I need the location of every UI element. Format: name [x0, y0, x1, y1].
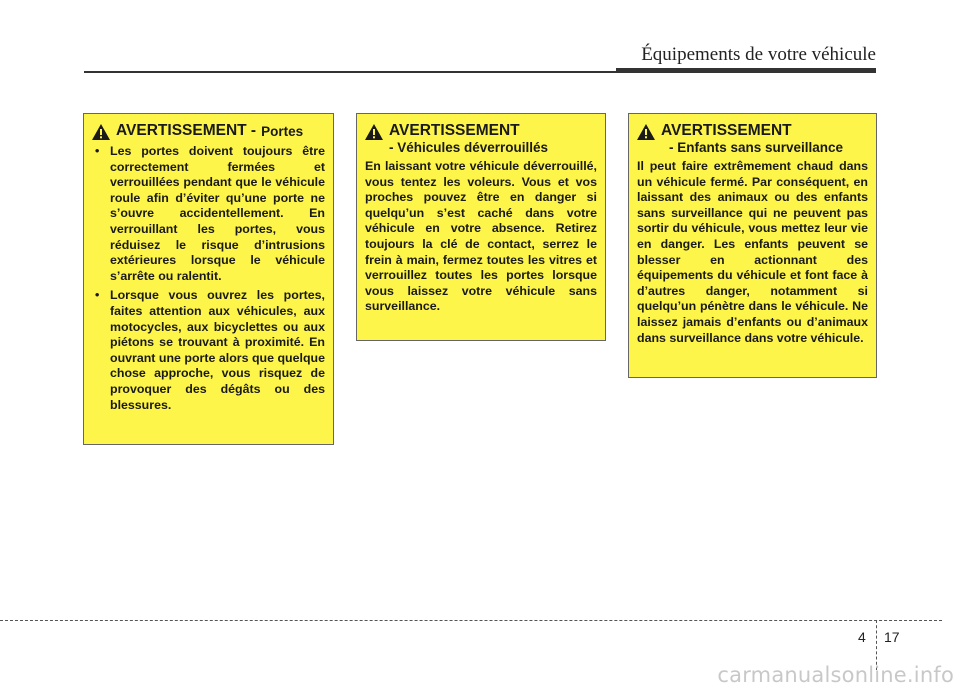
- warning-subtitle: Portes: [261, 124, 304, 139]
- header-rule-accent: [616, 68, 876, 73]
- warning-header: [365, 122, 597, 140]
- warning-list: [92, 144, 325, 413]
- warning-triangle-icon: [637, 124, 655, 140]
- warning-text: En laissant votre véhicule déverrouillé, vous tentez les voleurs. Vous et vos proches pouvez être en danger si quelqu’un s’est caché dans votre véhicule en votre absence. Retirez toujours la clé de contact, serrez le frein à main, fermez toutes les vitres et verrouillez toutes les portes lorsque vous laissez votre véhicule sans surveillance.: [365, 159, 597, 314]
- warning-triangle-icon: [365, 124, 383, 140]
- warning-item: • Lorsque vous ouvrez les portes, faites attention aux véhicules, aux motocycles, aux bicyclettes ou aux piétons se trouvant à proximité. En ouvrant une porte alors que quelque chose approche, vous risquez de provoquer des dégâts ou des blessures.: [92, 288, 325, 413]
- warning-title: AVERTISSEMENT: [661, 122, 792, 139]
- warning-triangle-icon: [92, 124, 110, 140]
- warning-box-unattended-children: [628, 113, 877, 378]
- warning-item: • Les portes doivent toujours être correctement fermées et verrouillées pendant que le véhicule roule afin d’éviter qu’une porte ne s’ouvre accidentellement. En verrouillant les portes, vous réduisez le risque d’intrusions extérieures lorsque le véhicule s’arrête ou ralentit.: [92, 144, 325, 284]
- page-header-title: Équipements de votre véhicule: [641, 44, 876, 65]
- warning-header: [92, 122, 325, 140]
- watermark: carmanualsonline.info: [717, 663, 954, 687]
- warning-header: [637, 122, 868, 140]
- warning-title: AVERTISSEMENT: [389, 122, 520, 139]
- warning-title: AVERTISSEMENT -: [116, 122, 257, 139]
- warning-box-doors: [83, 113, 334, 445]
- warning-box-unlocked-vehicles: [356, 113, 606, 341]
- footer-rule: [0, 620, 942, 621]
- section-number: 4: [858, 629, 866, 645]
- warning-text: Il peut faire extrêmement chaud dans un véhicule fermé. Par conséquent, en laissant des animaux ou des enfants sans surveillance qui ne peuvent pas sortir du véhicule, vous mettez leur vie en danger. Les enfants peuvent se blesser en actionnant des équipements du véhicule et font face à d’autres danger, notamment si quelqu’un pénètre dans le véhicule. Ne laissez jamais d’enfants ou d’animaux dans surveillance dans votre véhicule.: [637, 159, 868, 345]
- page-number: 17: [884, 629, 900, 645]
- warning-subtitle: - Véhicules déverrouillés: [389, 140, 549, 155]
- warning-subtitle: - Enfants sans surveillance: [669, 140, 844, 155]
